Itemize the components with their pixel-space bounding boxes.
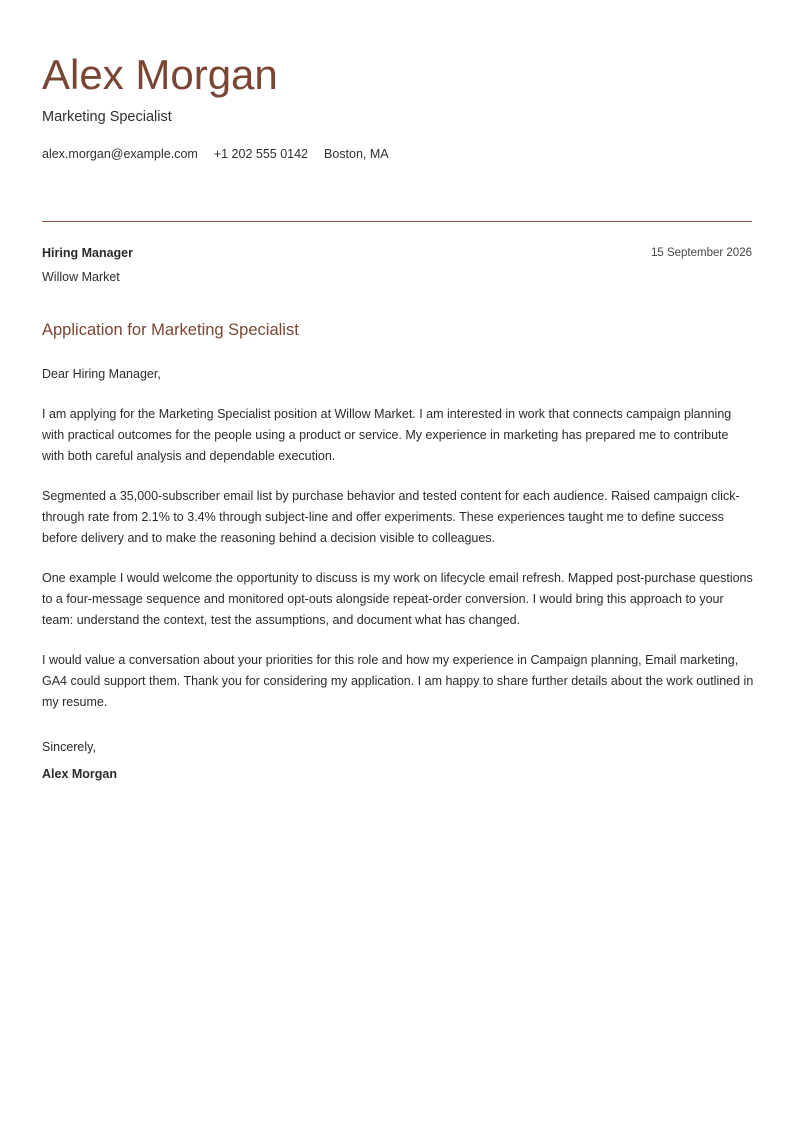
signature: Alex Morgan (42, 767, 118, 781)
letter-subject: Application for Marketing Specialist (42, 321, 299, 339)
applicant-role: Marketing Specialist (42, 109, 172, 125)
contact-phone[interactable]: +1 202 555 0142 (213, 147, 309, 161)
closing: Sincerely, (42, 740, 96, 754)
body-paragraph: I would value a conversation about your priorities for this role and how my experience in Campaign planning, Email marketing, GA4 could support them. Thank you for considering my application. I am happy to share further details about the work outlined in my resume. (42, 653, 754, 709)
recipient-block (42, 245, 133, 285)
letter-date: 15 September 2026 (650, 247, 752, 259)
letter-body (42, 364, 754, 732)
applicant-name: Alex Morgan (42, 51, 278, 98)
recipient-title: Hiring Manager (42, 246, 133, 260)
contact-info (42, 146, 389, 162)
body-paragraph: One example I would welcome the opportunity to discuss is my work on lifecycle email refresh. Mapped post-purchase questions to a four-message sequence and monitored opt-outs alongside repeat-order conversion. I would bring this approach to your team: understand the context, test the assumptions, and document what has changed. (42, 571, 753, 627)
recipient-company: Willow Market (42, 270, 120, 284)
contact-email[interactable]: alex.morgan@example.com (42, 147, 198, 161)
salutation: Dear Hiring Manager, (42, 367, 161, 381)
body-paragraph: I am applying for the Marketing Specialist position at Willow Market. I am interested in work that connects campaign planning with practical outcomes for the people using a product or service. My experience in marketing has prepared me to contribute with both careful analysis and dependable execution. (42, 407, 732, 463)
header-divider (42, 221, 752, 222)
body-paragraph: Segmented a 35,000-subscriber email list by purchase behavior and tested content for each audience. Raised campaign click-through rate from 2.1% to 3.4% through subject-line and offer experiments. These experiences taught me to define success before delivery and to make the reasoning behind a decision visible to colleagues. (42, 489, 740, 545)
contact-location: Boston, MA (324, 147, 389, 161)
